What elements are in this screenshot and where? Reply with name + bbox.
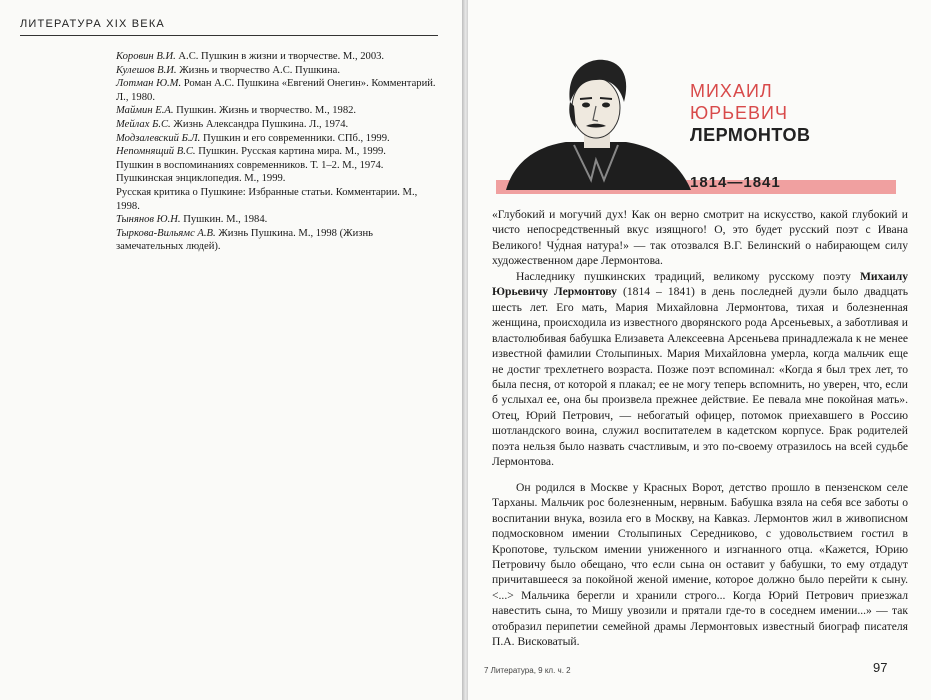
bibliography-author: Кулешов В.И. bbox=[116, 64, 177, 76]
bibliography-entry bbox=[116, 104, 441, 118]
paragraph-quote: «Глубокий и могучий дух! Как он верно смотрит на искусство, какой глубокий и чисто непосредственный вкус изящного! О, это будет русский поэт с Ивана Великого! Чу́дная натура!» — так отозвался В.Г. Белинский о набирающем силу художественном даре Лермонтова. bbox=[492, 208, 908, 268]
bibliography-entry bbox=[116, 132, 441, 146]
bibliography-entry bbox=[116, 77, 441, 104]
author-patronymic: ЮРЬЕВИЧ bbox=[690, 103, 788, 123]
bibliography-entry bbox=[116, 186, 441, 213]
paragraph-childhood: Он родился в Москве у Красных Ворот, детство прошло в пензенском селе Тарханы. Мальчик рос болезненным, нервным. Бабушка взяла на себя все заботы о воспитании внука, возила его в Москву, на Кавказ. Лермонтов жил в живописном подмосковном имении Столыпиных Середниково, с удовольствием гостил в Кропотове, тульском имении униженного и изгнанного отца. «Кажется, Юрию Петровичу было обещано, что если сына он оставит у бабушки, то ему отдадут причитавшееся за покойной женой имение, которое должно было перейти к сыну. <...> Мальчика берегли и хранили строго... Когда Юрий Петрович приезжал навестить сына, то Мишу увозили и прятали где-то в соседнем имении...» — так отобразил перипетии семейной драмы Лермонтовых известный биограф писателя П.А. Висковатый. bbox=[492, 480, 908, 649]
bibliography-title: Пушкин в воспоминаниях современников. Т. 1–2. М., 1974. bbox=[116, 159, 384, 171]
bibliography-author: Маймин Е.А. bbox=[116, 105, 174, 117]
page-number: 97 bbox=[873, 660, 888, 675]
bibliography-title: Пушкин. М., 1984. bbox=[180, 214, 268, 226]
bibliography-entry bbox=[116, 64, 441, 78]
header-rule bbox=[20, 35, 438, 36]
bibliography-title: Русская критика о Пушкине: Избранные статьи. Комментарии. М., 1998. bbox=[116, 186, 418, 212]
running-head: ЛИТЕРАТУРА XIX ВЕКА bbox=[20, 18, 165, 30]
author-first-name: МИХАИЛ bbox=[690, 81, 773, 101]
bibliography-author: Тынянов Ю.Н. bbox=[116, 214, 181, 226]
bibliography-entry bbox=[116, 227, 441, 254]
left-page bbox=[0, 0, 462, 700]
bibliography-author: Коровин В.И. bbox=[116, 51, 176, 62]
bibliography-title: Пушкин. Жизнь и творчество. М., 1982. bbox=[173, 105, 357, 117]
bibliography-entry bbox=[116, 159, 441, 173]
right-page bbox=[468, 0, 931, 700]
bibliography-title: Жизнь и творчество А.С. Пушкина. bbox=[176, 64, 340, 76]
bibliography-list bbox=[116, 50, 441, 254]
bibliography-entry bbox=[116, 118, 441, 132]
bibliography-title: Жизнь Александра Пушкина. Л., 1974. bbox=[170, 118, 349, 130]
signature-note: 7 Литература, 9 кл. ч. 2 bbox=[484, 666, 571, 675]
bibliography-title: Пушкин. Русская картина мира. М., 1999. bbox=[195, 146, 386, 158]
bibliography-title: Жизнь Пушкина. М., 1998 (Жизнь замечательных людей). bbox=[116, 227, 373, 253]
bibliography-author: Непомнящий В.С. bbox=[116, 146, 196, 158]
bibliography-entry bbox=[116, 145, 441, 159]
poet-name-bold: Михаилу Юрьевичу Лермонтову bbox=[492, 269, 908, 299]
bibliography-title: А.С. Пушкин в жизни и творчестве. М., 2003. bbox=[175, 51, 385, 62]
bibliography-entry bbox=[116, 50, 441, 64]
lermontov-portrait bbox=[496, 50, 696, 190]
bibliography-title: Пушкин и его современники. СПб., 1999. bbox=[200, 132, 390, 144]
bibliography-title: Роман А.С. Пушкина «Евгений Онегин». Комментарий. Л., 1980. bbox=[116, 78, 436, 103]
author-last-name: ЛЕРМОНТОВ bbox=[690, 125, 811, 145]
bibliography-entry bbox=[116, 213, 441, 227]
bibliography-entry bbox=[116, 172, 441, 186]
bibliography-author: Мейлах Б.С. bbox=[116, 118, 171, 130]
paragraph-biography: Наследнику пушкинских традиций, великому русскому поэту Михаилу Юрьевичу Лермонтову (1814 – 1841) в день последней дуэли было двадцать шесть лет. Его мать, Мария Михайловна Лермонтова, тихая и болезненная женщина, происходила из известного дворянского рода Арсеньевых, а заботливая и властолюбивая бабушка Елизавета Алексеевна Арсеньева принадлежала к не менее известной фамилии Столыпиных. Мария Михайловна умерла, когда мальчик еще не достиг трехлетнего возраста. Позже поэт вспоминал: «Когда я был трех лет, то была песня, от которой я плакал; ее не могу теперь вспомнить, но уверен, что, если б услыхал ее, она бы произвела прежнее действие. Ее певала мне покойная мать». Отец, Юрий Петрович, — небогатый офицер, потомок приехавшего в Россию шотландского воина, служил воспитателем в кадетском корпусе. Брак родителей поэта нельзя было назвать счастливым, и это по-своему отразилось на всей судьбе Лермонтова. bbox=[492, 269, 908, 469]
article-body bbox=[492, 207, 908, 650]
bibliography-author: Тыркова-Вильямс А.В. bbox=[116, 227, 216, 239]
bibliography-author: Модзалевский Б.Л. bbox=[116, 132, 201, 144]
bibliography-author: Лотман Ю.М. bbox=[116, 78, 182, 90]
bibliography-title: Пушкинская энциклопедия. М., 1999. bbox=[116, 173, 286, 185]
author-title bbox=[690, 80, 810, 146]
life-years: 1814—1841 bbox=[690, 174, 781, 191]
